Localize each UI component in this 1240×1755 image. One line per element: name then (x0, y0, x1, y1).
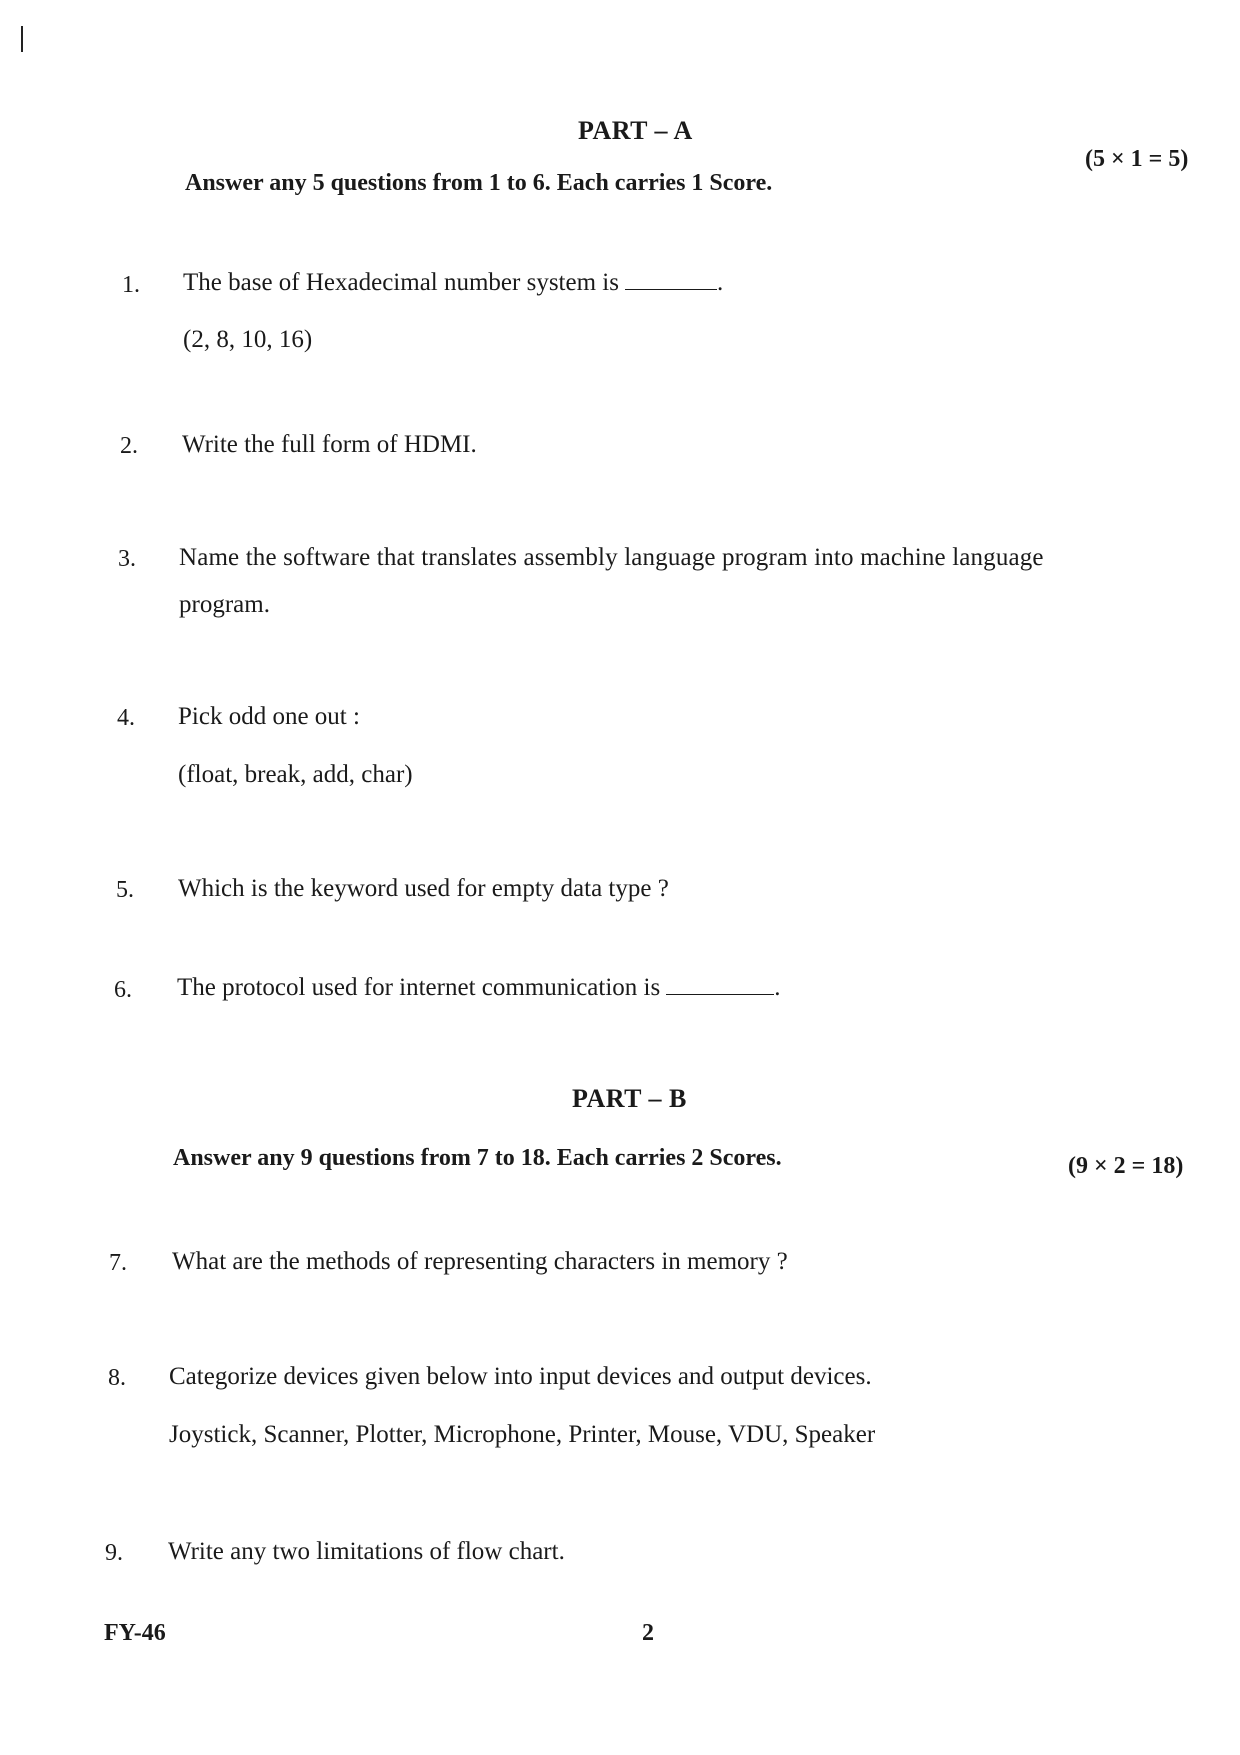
question-number: 9. (105, 1540, 123, 1566)
question-4-text: Pick odd one out : (178, 703, 360, 730)
part-b-marks: (9 × 2 = 18) (1068, 1153, 1184, 1179)
part-b-instruction: Answer any 9 questions from 7 to 18. Each carries 2 Scores. (173, 1145, 782, 1171)
question-text (177, 974, 780, 1002)
answer-blank (625, 288, 717, 290)
question-9-text: Write any two limitations of flow chart. (168, 1538, 565, 1565)
question-1-options: (2, 8, 10, 16) (183, 326, 313, 353)
question-4-options: (float, break, add, char) (178, 761, 413, 788)
question-number: 1. (122, 272, 140, 298)
question-1-text: The base of Hexadecimal number system is (183, 269, 619, 296)
page-number: 2 (642, 1620, 654, 1646)
question-8-text: Categorize devices given below into input devices and output devices. (169, 1363, 872, 1390)
part-a-title: PART – A (578, 116, 693, 145)
question-6-trail: . (774, 974, 781, 1001)
question-6-text: The protocol used for internet communication is (177, 974, 661, 1001)
question-number: 8. (108, 1365, 126, 1391)
question-7-text: What are the methods of representing characters in memory ? (172, 1248, 788, 1275)
question-number: 5. (116, 877, 134, 903)
question-number: 7. (109, 1250, 127, 1276)
part-a-marks: (5 × 1 = 5) (1085, 146, 1189, 172)
question-3-line-2: program. (179, 591, 270, 618)
question-1-trail: . (716, 269, 724, 296)
question-number: 3. (118, 546, 136, 572)
part-b-title: PART – B (572, 1084, 687, 1113)
question-2-text: Write the full form of HDMI. (182, 431, 477, 458)
answer-blank (666, 993, 774, 995)
question-8-device-list: Joystick, Scanner, Plotter, Microphone, Printer, Mouse, VDU, Speaker (169, 1421, 876, 1448)
question-number: 4. (117, 705, 135, 731)
question-number: 6. (114, 977, 132, 1003)
part-a-instruction: Answer any 5 questions from 1 to 6. Each carries 1 Score. (185, 170, 773, 196)
scan-edge-mark (21, 26, 23, 52)
question-text (183, 269, 723, 297)
paper-code: FY-46 (104, 1620, 166, 1646)
question-number: 2. (120, 433, 138, 459)
question-5-text: Which is the keyword used for empty data type ? (178, 875, 669, 902)
question-3-line-1: Name the software that translates assembly language program into machine language (179, 544, 1044, 571)
